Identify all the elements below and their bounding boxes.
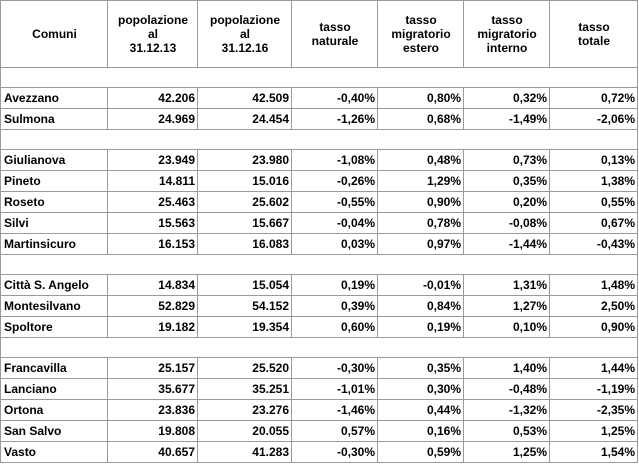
table-header [1, 1, 638, 68]
cell-popolazione-2013: 16.153 [108, 234, 198, 255]
cell-popolazione-2016: 15.054 [198, 275, 292, 296]
table-row [1, 358, 638, 379]
cell-tasso-migratorio-interno: 0,20% [464, 192, 550, 213]
cell-tasso-migratorio-interno: 0,53% [464, 421, 550, 442]
cell-popolazione-2013: 40.657 [108, 442, 198, 463]
cell-comune: Montesilvano [1, 296, 108, 317]
cell-popolazione-2013: 25.463 [108, 192, 198, 213]
cell-popolazione-2016: 25.520 [198, 358, 292, 379]
cell-tasso-migratorio-interno: -0,08% [464, 213, 550, 234]
header-tasso-migratorio-interno: tasso migratorio interno [464, 1, 550, 68]
cell-tasso-migratorio-interno: 1,31% [464, 275, 550, 296]
cell-tasso-totale: -0,43% [550, 234, 638, 255]
table-row [1, 421, 638, 442]
group-separator [1, 255, 638, 275]
cell-tasso-migratorio-estero: 1,29% [378, 171, 464, 192]
cell-comune: Vasto [1, 442, 108, 463]
separator-cell [1, 130, 638, 150]
cell-popolazione-2016: 23.276 [198, 400, 292, 421]
cell-comune: Giulianova [1, 150, 108, 171]
table-row [1, 442, 638, 463]
cell-tasso-migratorio-estero: 0,30% [378, 379, 464, 400]
header-popolazione-2016: popolazione al 31.12.16 [198, 1, 292, 68]
cell-tasso-migratorio-estero: 0,68% [378, 109, 464, 130]
cell-comune: Pineto [1, 171, 108, 192]
separator-cell [1, 338, 638, 358]
cell-popolazione-2016: 15.016 [198, 171, 292, 192]
cell-tasso-migratorio-estero: -0,01% [378, 275, 464, 296]
cell-tasso-naturale: 0,03% [292, 234, 378, 255]
cell-tasso-migratorio-interno: 1,27% [464, 296, 550, 317]
cell-tasso-totale: -2,35% [550, 400, 638, 421]
cell-tasso-migratorio-interno: 0,73% [464, 150, 550, 171]
cell-tasso-migratorio-interno: 0,32% [464, 88, 550, 109]
cell-tasso-migratorio-interno: -1,44% [464, 234, 550, 255]
cell-tasso-totale: 1,25% [550, 421, 638, 442]
header-comuni: Comuni [1, 1, 108, 68]
cell-popolazione-2013: 25.157 [108, 358, 198, 379]
cell-tasso-migratorio-interno: -0,48% [464, 379, 550, 400]
cell-popolazione-2016: 19.354 [198, 317, 292, 338]
table-row [1, 88, 638, 109]
cell-popolazione-2013: 19.182 [108, 317, 198, 338]
cell-tasso-totale: 1,54% [550, 442, 638, 463]
cell-tasso-naturale: -1,01% [292, 379, 378, 400]
cell-tasso-naturale: -0,40% [292, 88, 378, 109]
cell-tasso-migratorio-interno: 0,10% [464, 317, 550, 338]
cell-tasso-naturale: -0,30% [292, 442, 378, 463]
cell-comune: Avezzano [1, 88, 108, 109]
cell-tasso-migratorio-estero: 0,97% [378, 234, 464, 255]
cell-comune: San Salvo [1, 421, 108, 442]
cell-tasso-migratorio-estero: 0,78% [378, 213, 464, 234]
table-row [1, 317, 638, 338]
cell-tasso-naturale: -0,26% [292, 171, 378, 192]
cell-tasso-totale: 2,50% [550, 296, 638, 317]
table-row [1, 275, 638, 296]
cell-popolazione-2016: 16.083 [198, 234, 292, 255]
table-row [1, 192, 638, 213]
cell-comune: Roseto [1, 192, 108, 213]
cell-popolazione-2013: 14.834 [108, 275, 198, 296]
cell-tasso-migratorio-estero: 0,44% [378, 400, 464, 421]
cell-tasso-naturale: -0,55% [292, 192, 378, 213]
cell-popolazione-2016: 20.055 [198, 421, 292, 442]
cell-popolazione-2016: 15.667 [198, 213, 292, 234]
cell-tasso-totale: -2,06% [550, 109, 638, 130]
cell-tasso-migratorio-estero: 0,35% [378, 358, 464, 379]
cell-tasso-totale: 1,48% [550, 275, 638, 296]
cell-tasso-naturale: 0,19% [292, 275, 378, 296]
cell-popolazione-2013: 23.949 [108, 150, 198, 171]
cell-tasso-totale: 0,90% [550, 317, 638, 338]
table-row [1, 109, 638, 130]
cell-comune: Spoltore [1, 317, 108, 338]
cell-tasso-migratorio-estero: 0,90% [378, 192, 464, 213]
cell-tasso-totale: -1,19% [550, 379, 638, 400]
cell-popolazione-2013: 42.206 [108, 88, 198, 109]
cell-tasso-totale: 0,67% [550, 213, 638, 234]
cell-tasso-migratorio-interno: -1,32% [464, 400, 550, 421]
cell-popolazione-2016: 25.602 [198, 192, 292, 213]
cell-tasso-migratorio-interno: 1,40% [464, 358, 550, 379]
cell-tasso-naturale: -0,30% [292, 358, 378, 379]
cell-comune: Città S. Angelo [1, 275, 108, 296]
header-tasso-naturale: tasso naturale [292, 1, 378, 68]
header-row [1, 1, 638, 68]
separator-cell [1, 255, 638, 275]
cell-comune: Sulmona [1, 109, 108, 130]
cell-popolazione-2016: 35.251 [198, 379, 292, 400]
cell-popolazione-2013: 52.829 [108, 296, 198, 317]
cell-popolazione-2013: 23.836 [108, 400, 198, 421]
cell-comune: Francavilla [1, 358, 108, 379]
cell-tasso-naturale: 0,39% [292, 296, 378, 317]
cell-tasso-migratorio-interno: 1,25% [464, 442, 550, 463]
cell-popolazione-2016: 54.152 [198, 296, 292, 317]
cell-tasso-migratorio-estero: 0,84% [378, 296, 464, 317]
cell-tasso-totale: 0,72% [550, 88, 638, 109]
group-separator [1, 130, 638, 150]
table-row [1, 400, 638, 421]
table-row [1, 213, 638, 234]
group-separator [1, 68, 638, 88]
cell-tasso-migratorio-estero: 0,16% [378, 421, 464, 442]
table-body [1, 68, 638, 463]
cell-tasso-naturale: 0,60% [292, 317, 378, 338]
cell-popolazione-2016: 23.980 [198, 150, 292, 171]
cell-tasso-naturale: -1,46% [292, 400, 378, 421]
table-row [1, 171, 638, 192]
cell-tasso-naturale: -0,04% [292, 213, 378, 234]
cell-popolazione-2013: 35.677 [108, 379, 198, 400]
cell-tasso-migratorio-interno: 0,35% [464, 171, 550, 192]
cell-tasso-totale: 0,55% [550, 192, 638, 213]
cell-popolazione-2016: 42.509 [198, 88, 292, 109]
header-tasso-migratorio-estero: tasso migratorio estero [378, 1, 464, 68]
cell-popolazione-2013: 24.969 [108, 109, 198, 130]
cell-tasso-naturale: -1,26% [292, 109, 378, 130]
cell-tasso-totale: 1,44% [550, 358, 638, 379]
table-row [1, 150, 638, 171]
cell-comune: Silvi [1, 213, 108, 234]
cell-comune: Lanciano [1, 379, 108, 400]
cell-tasso-migratorio-interno: -1,49% [464, 109, 550, 130]
cell-comune: Martinsicuro [1, 234, 108, 255]
cell-tasso-migratorio-estero: 0,59% [378, 442, 464, 463]
cell-popolazione-2016: 24.454 [198, 109, 292, 130]
cell-tasso-totale: 0,13% [550, 150, 638, 171]
table-row [1, 296, 638, 317]
cell-popolazione-2013: 19.808 [108, 421, 198, 442]
cell-tasso-naturale: -1,08% [292, 150, 378, 171]
cell-tasso-migratorio-estero: 0,48% [378, 150, 464, 171]
table-row [1, 234, 638, 255]
separator-cell [1, 68, 638, 88]
cell-comune: Ortona [1, 400, 108, 421]
group-separator [1, 338, 638, 358]
cell-tasso-naturale: 0,57% [292, 421, 378, 442]
cell-tasso-migratorio-estero: 0,80% [378, 88, 464, 109]
cell-popolazione-2013: 14.811 [108, 171, 198, 192]
cell-popolazione-2013: 15.563 [108, 213, 198, 234]
table-row [1, 379, 638, 400]
header-tasso-totale: tasso totale [550, 1, 638, 68]
cell-tasso-migratorio-estero: 0,19% [378, 317, 464, 338]
header-popolazione-2013: popolazione al 31.12.13 [108, 1, 198, 68]
cell-tasso-totale: 1,38% [550, 171, 638, 192]
cell-popolazione-2016: 41.283 [198, 442, 292, 463]
